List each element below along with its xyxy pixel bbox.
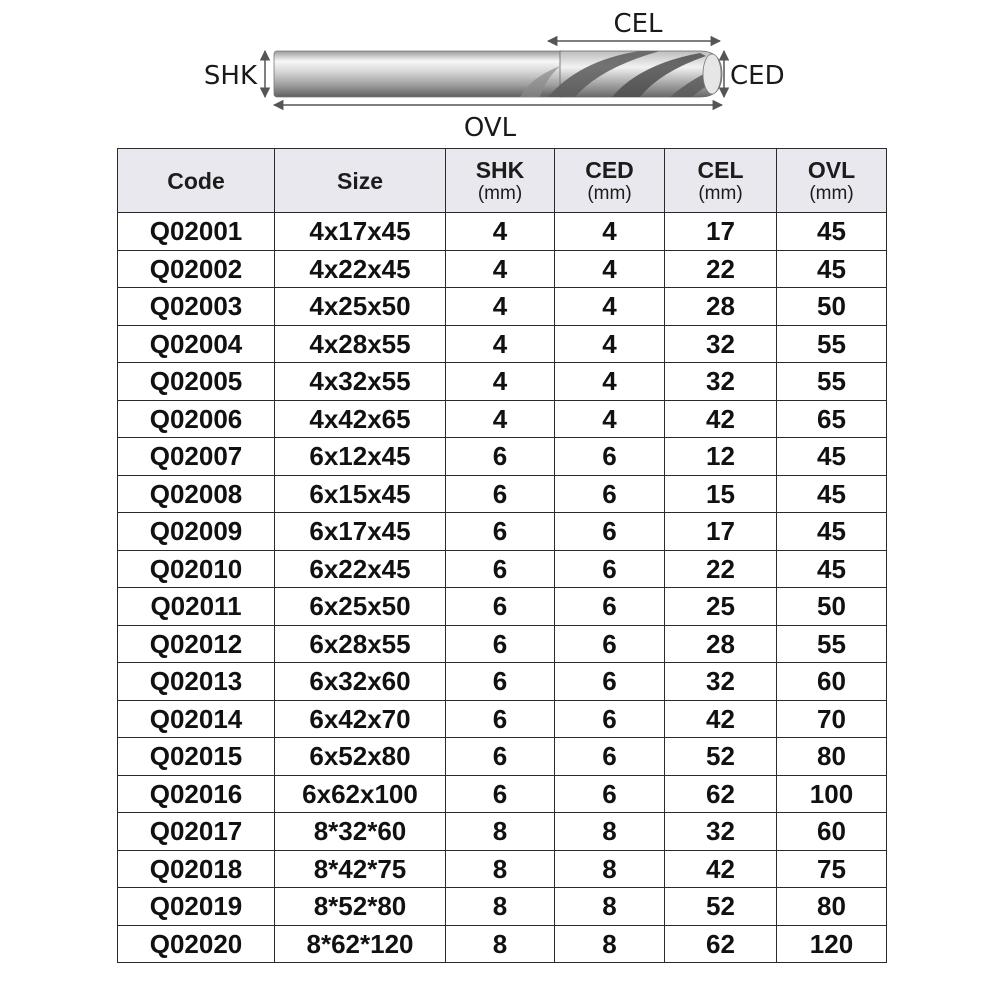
header-shk: SHK (mm) [446,149,555,213]
cell-shk: 6 [446,588,555,626]
cell-size: 4x22x45 [275,250,446,288]
header-cel: CEL (mm) [665,149,777,213]
cell-ced: 6 [555,663,665,701]
cell-cel: 42 [665,400,777,438]
cell-code: Q02011 [118,588,275,626]
cell-cel: 22 [665,250,777,288]
cell-shk: 6 [446,475,555,513]
cell-code: Q02014 [118,700,275,738]
table-row [118,363,887,401]
table-body [118,213,887,963]
cell-code: Q02018 [118,850,275,888]
cell-ovl: 45 [777,250,887,288]
cell-ovl: 50 [777,288,887,326]
cell-cel: 32 [665,813,777,851]
table-row [118,475,887,513]
cell-cel: 52 [665,888,777,926]
cell-size: 8*42*75 [275,850,446,888]
cell-shk: 6 [446,438,555,476]
cell-code: Q02008 [118,475,275,513]
cell-size: 6x12x45 [275,438,446,476]
cell-ced: 4 [555,213,665,251]
cell-shk: 4 [446,250,555,288]
cell-cel: 62 [665,775,777,813]
cell-ced: 6 [555,700,665,738]
header-shk-unit: (mm) [477,182,523,204]
cell-ced: 4 [555,363,665,401]
cell-code: Q02010 [118,550,275,588]
cell-shk: 4 [446,400,555,438]
ovl-label: OVL [463,113,517,143]
cell-shk: 6 [446,775,555,813]
cell-shk: 4 [446,363,555,401]
cell-ced: 6 [555,475,665,513]
cell-cel: 42 [665,850,777,888]
ced-label: CED [730,61,785,91]
cell-cel: 62 [665,925,777,963]
table-row [118,850,887,888]
cell-size: 4x25x50 [275,288,446,326]
cell-ced: 4 [555,400,665,438]
cell-shk: 6 [446,663,555,701]
cell-cel: 42 [665,700,777,738]
cell-ovl: 65 [777,400,887,438]
cell-code: Q02005 [118,363,275,401]
cell-code: Q02003 [118,288,275,326]
cell-ovl: 70 [777,700,887,738]
cell-shk: 4 [446,288,555,326]
cell-ced: 6 [555,775,665,813]
table-row [118,250,887,288]
cell-ovl: 45 [777,213,887,251]
cell-ovl: 45 [777,438,887,476]
cell-ovl: 80 [777,888,887,926]
cell-code: Q02013 [118,663,275,701]
cell-cel: 32 [665,325,777,363]
cell-cel: 28 [665,625,777,663]
cell-ovl: 120 [777,925,887,963]
end-mill-diagram [0,0,1000,145]
cell-shk: 8 [446,850,555,888]
cell-cel: 17 [665,213,777,251]
cell-ced: 8 [555,850,665,888]
cell-code: Q02007 [118,438,275,476]
cell-shk: 6 [446,550,555,588]
cell-cel: 52 [665,738,777,776]
table-row [118,738,887,776]
cell-ovl: 55 [777,363,887,401]
cell-ced: 6 [555,588,665,626]
cell-code: Q02006 [118,400,275,438]
cell-ced: 6 [555,625,665,663]
cell-ced: 8 [555,813,665,851]
header-ced: CED (mm) [555,149,665,213]
cell-code: Q02016 [118,775,275,813]
shk-label: SHK [203,61,257,91]
table-row [118,888,887,926]
end-mill-tool [274,51,722,97]
cell-cel: 12 [665,438,777,476]
cell-shk: 6 [446,738,555,776]
cell-ced: 6 [555,550,665,588]
cell-shk: 4 [446,325,555,363]
cell-cel: 32 [665,663,777,701]
cell-code: Q02019 [118,888,275,926]
cell-ced: 6 [555,513,665,551]
cell-shk: 8 [446,925,555,963]
cell-code: Q02015 [118,738,275,776]
tool-shank [274,51,564,97]
cell-size: 6x17x45 [275,513,446,551]
header-code: Code [118,149,275,213]
cell-ovl: 55 [777,325,887,363]
cell-ovl: 80 [777,738,887,776]
cell-code: Q02012 [118,625,275,663]
cell-cel: 32 [665,363,777,401]
header-ovl-unit: (mm) [809,182,854,204]
cell-cel: 17 [665,513,777,551]
cell-code: Q02020 [118,925,275,963]
cell-ovl: 60 [777,813,887,851]
cell-ovl: 45 [777,475,887,513]
table-row [118,700,887,738]
table-row [118,513,887,551]
cell-size: 6x62x100 [275,775,446,813]
cell-ovl: 75 [777,850,887,888]
cell-shk: 4 [446,213,555,251]
header-ovl: OVL (mm) [777,149,887,213]
cell-shk: 6 [446,513,555,551]
cell-code: Q02017 [118,813,275,851]
cell-ovl: 55 [777,625,887,663]
table-header-row [118,149,887,213]
cell-cel: 22 [665,550,777,588]
cell-cel: 25 [665,588,777,626]
cell-ovl: 60 [777,663,887,701]
spec-table [117,148,887,963]
table-row [118,325,887,363]
header-size: Size [275,149,446,213]
cell-size: 4x28x55 [275,325,446,363]
cell-ovl: 45 [777,550,887,588]
cell-size: 6x15x45 [275,475,446,513]
cell-cel: 15 [665,475,777,513]
header-ced-unit: (mm) [587,182,632,204]
cell-ced: 6 [555,738,665,776]
header-cel-unit: (mm) [698,182,743,204]
cell-shk: 6 [446,700,555,738]
table-row [118,400,887,438]
cell-code: Q02001 [118,213,275,251]
cel-label: CEL [613,9,663,39]
cell-ced: 8 [555,888,665,926]
cell-size: 6x25x50 [275,588,446,626]
cell-ced: 4 [555,288,665,326]
cell-size: 6x22x45 [275,550,446,588]
table-row [118,588,887,626]
table-row [118,288,887,326]
cell-size: 6x52x80 [275,738,446,776]
table-row [118,625,887,663]
table-row [118,925,887,963]
cell-size: 6x28x55 [275,625,446,663]
table-row [118,813,887,851]
cell-code: Q02009 [118,513,275,551]
table-row [118,775,887,813]
cell-ced: 4 [555,250,665,288]
cell-size: 6x42x70 [275,700,446,738]
cell-size: 4x17x45 [275,213,446,251]
table-row [118,213,887,251]
cell-size: 8*52*80 [275,888,446,926]
cell-shk: 8 [446,888,555,926]
table-row [118,550,887,588]
table-row [118,663,887,701]
cell-size: 8*62*120 [275,925,446,963]
cell-ovl: 50 [777,588,887,626]
cell-ovl: 100 [777,775,887,813]
cell-shk: 8 [446,813,555,851]
cell-size: 8*32*60 [275,813,446,851]
cell-ced: 6 [555,438,665,476]
table-row [118,438,887,476]
cell-size: 4x32x55 [275,363,446,401]
cell-code: Q02002 [118,250,275,288]
cell-size: 6x32x60 [275,663,446,701]
cell-size: 4x42x65 [275,400,446,438]
cell-shk: 6 [446,625,555,663]
cell-code: Q02004 [118,325,275,363]
cell-cel: 28 [665,288,777,326]
cell-ovl: 45 [777,513,887,551]
cell-ced: 4 [555,325,665,363]
cell-ced: 8 [555,925,665,963]
